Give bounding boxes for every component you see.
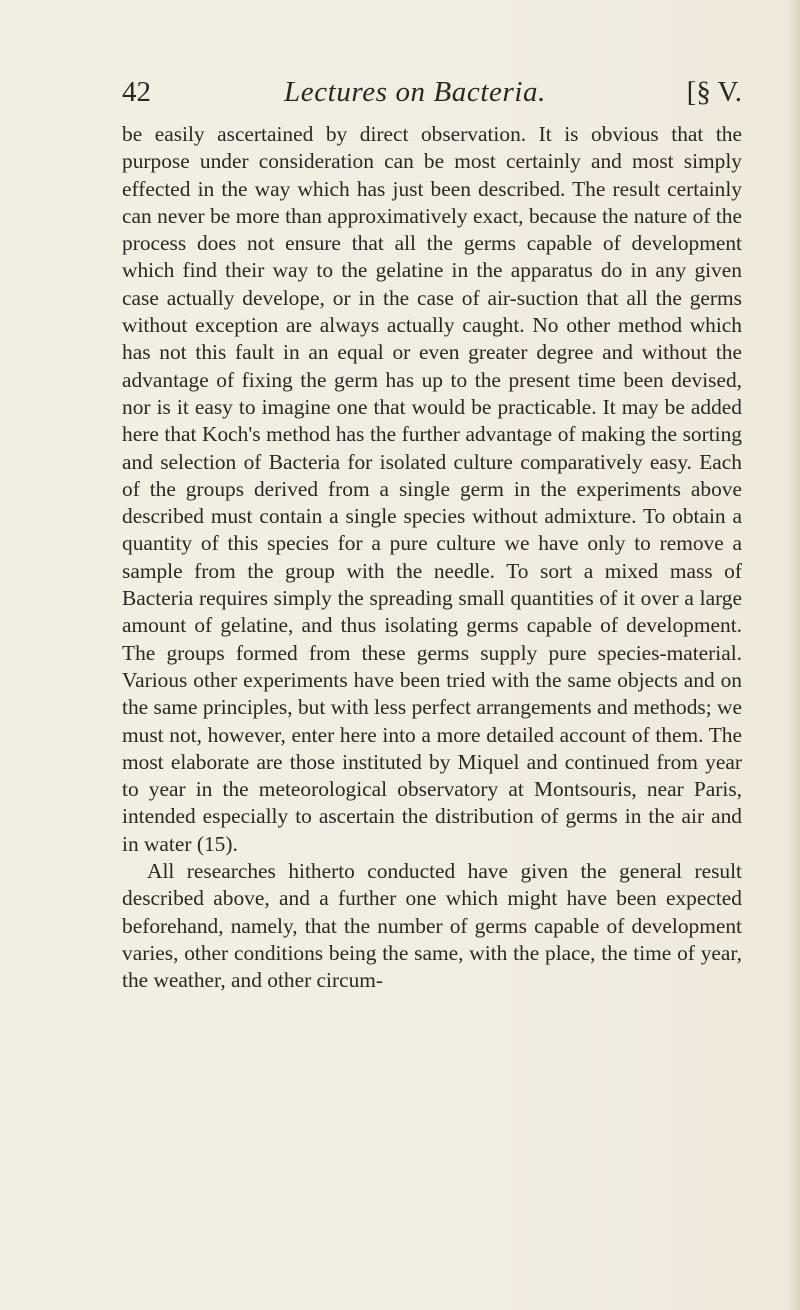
section-mark: [§ V. <box>686 76 742 108</box>
running-title: Lectures on Bacteria. <box>284 76 547 108</box>
paragraph-researches: All researches hitherto conducted have given the general result described above, and a further one which might have been expected beforehand, namely, that the number of germs capable of development varies, other conditions being the same, with the place, the time of year, the weather, and other circum- <box>122 859 742 993</box>
paragraph-continuation: be easily ascertained by direct observation. It is obvious that the purpose under consideration can be most certainly and most simply effected in the way which has just been described. The result certainly can never be more than approximatively exact, because the nature of the process does not ensure that all the germs capable of development which find their way to the gelatine in the apparatus do in any given case actually develope, or in the case of air-suction that all the germs without exception are always actually caught. No other method which has not this fault in an equal or even greater degree and without the advantage of fixing the germ has up to the present time been devised, nor is it easy to imagine one that would be practicable. It may be added here that Koch's method has the further advantage of making the sorting and selection of Bacteria for isolated culture comparatively easy. Each of the groups derived from a single germ in the experiments above described must contain a single species without admixture. To obtain a quantity of this species for a pure culture we have only to remove a sample from the group with the needle. To sort a mixed mass of Bacteria requires simply the spreading small quantities of it over a large amount of gelatine, and thus isolating germs capable of development. The groups formed from these germs supply pure species-material. Various other experiments have been tried with the same objects and on the same principles, but with less perfect arrangements and methods; we must not, however, enter here into a more detailed account of them. The most elaborate are those instituted by Miquel and continued from year to year in the meteorological observatory at Montsouris, near Paris, intended especially to ascertain the distribution of germs in the air and in water (15). <box>122 122 742 856</box>
page-edge-shadow <box>786 0 800 1310</box>
page-header <box>122 72 742 112</box>
page-number: 42 <box>122 76 151 108</box>
body-text <box>122 121 742 995</box>
